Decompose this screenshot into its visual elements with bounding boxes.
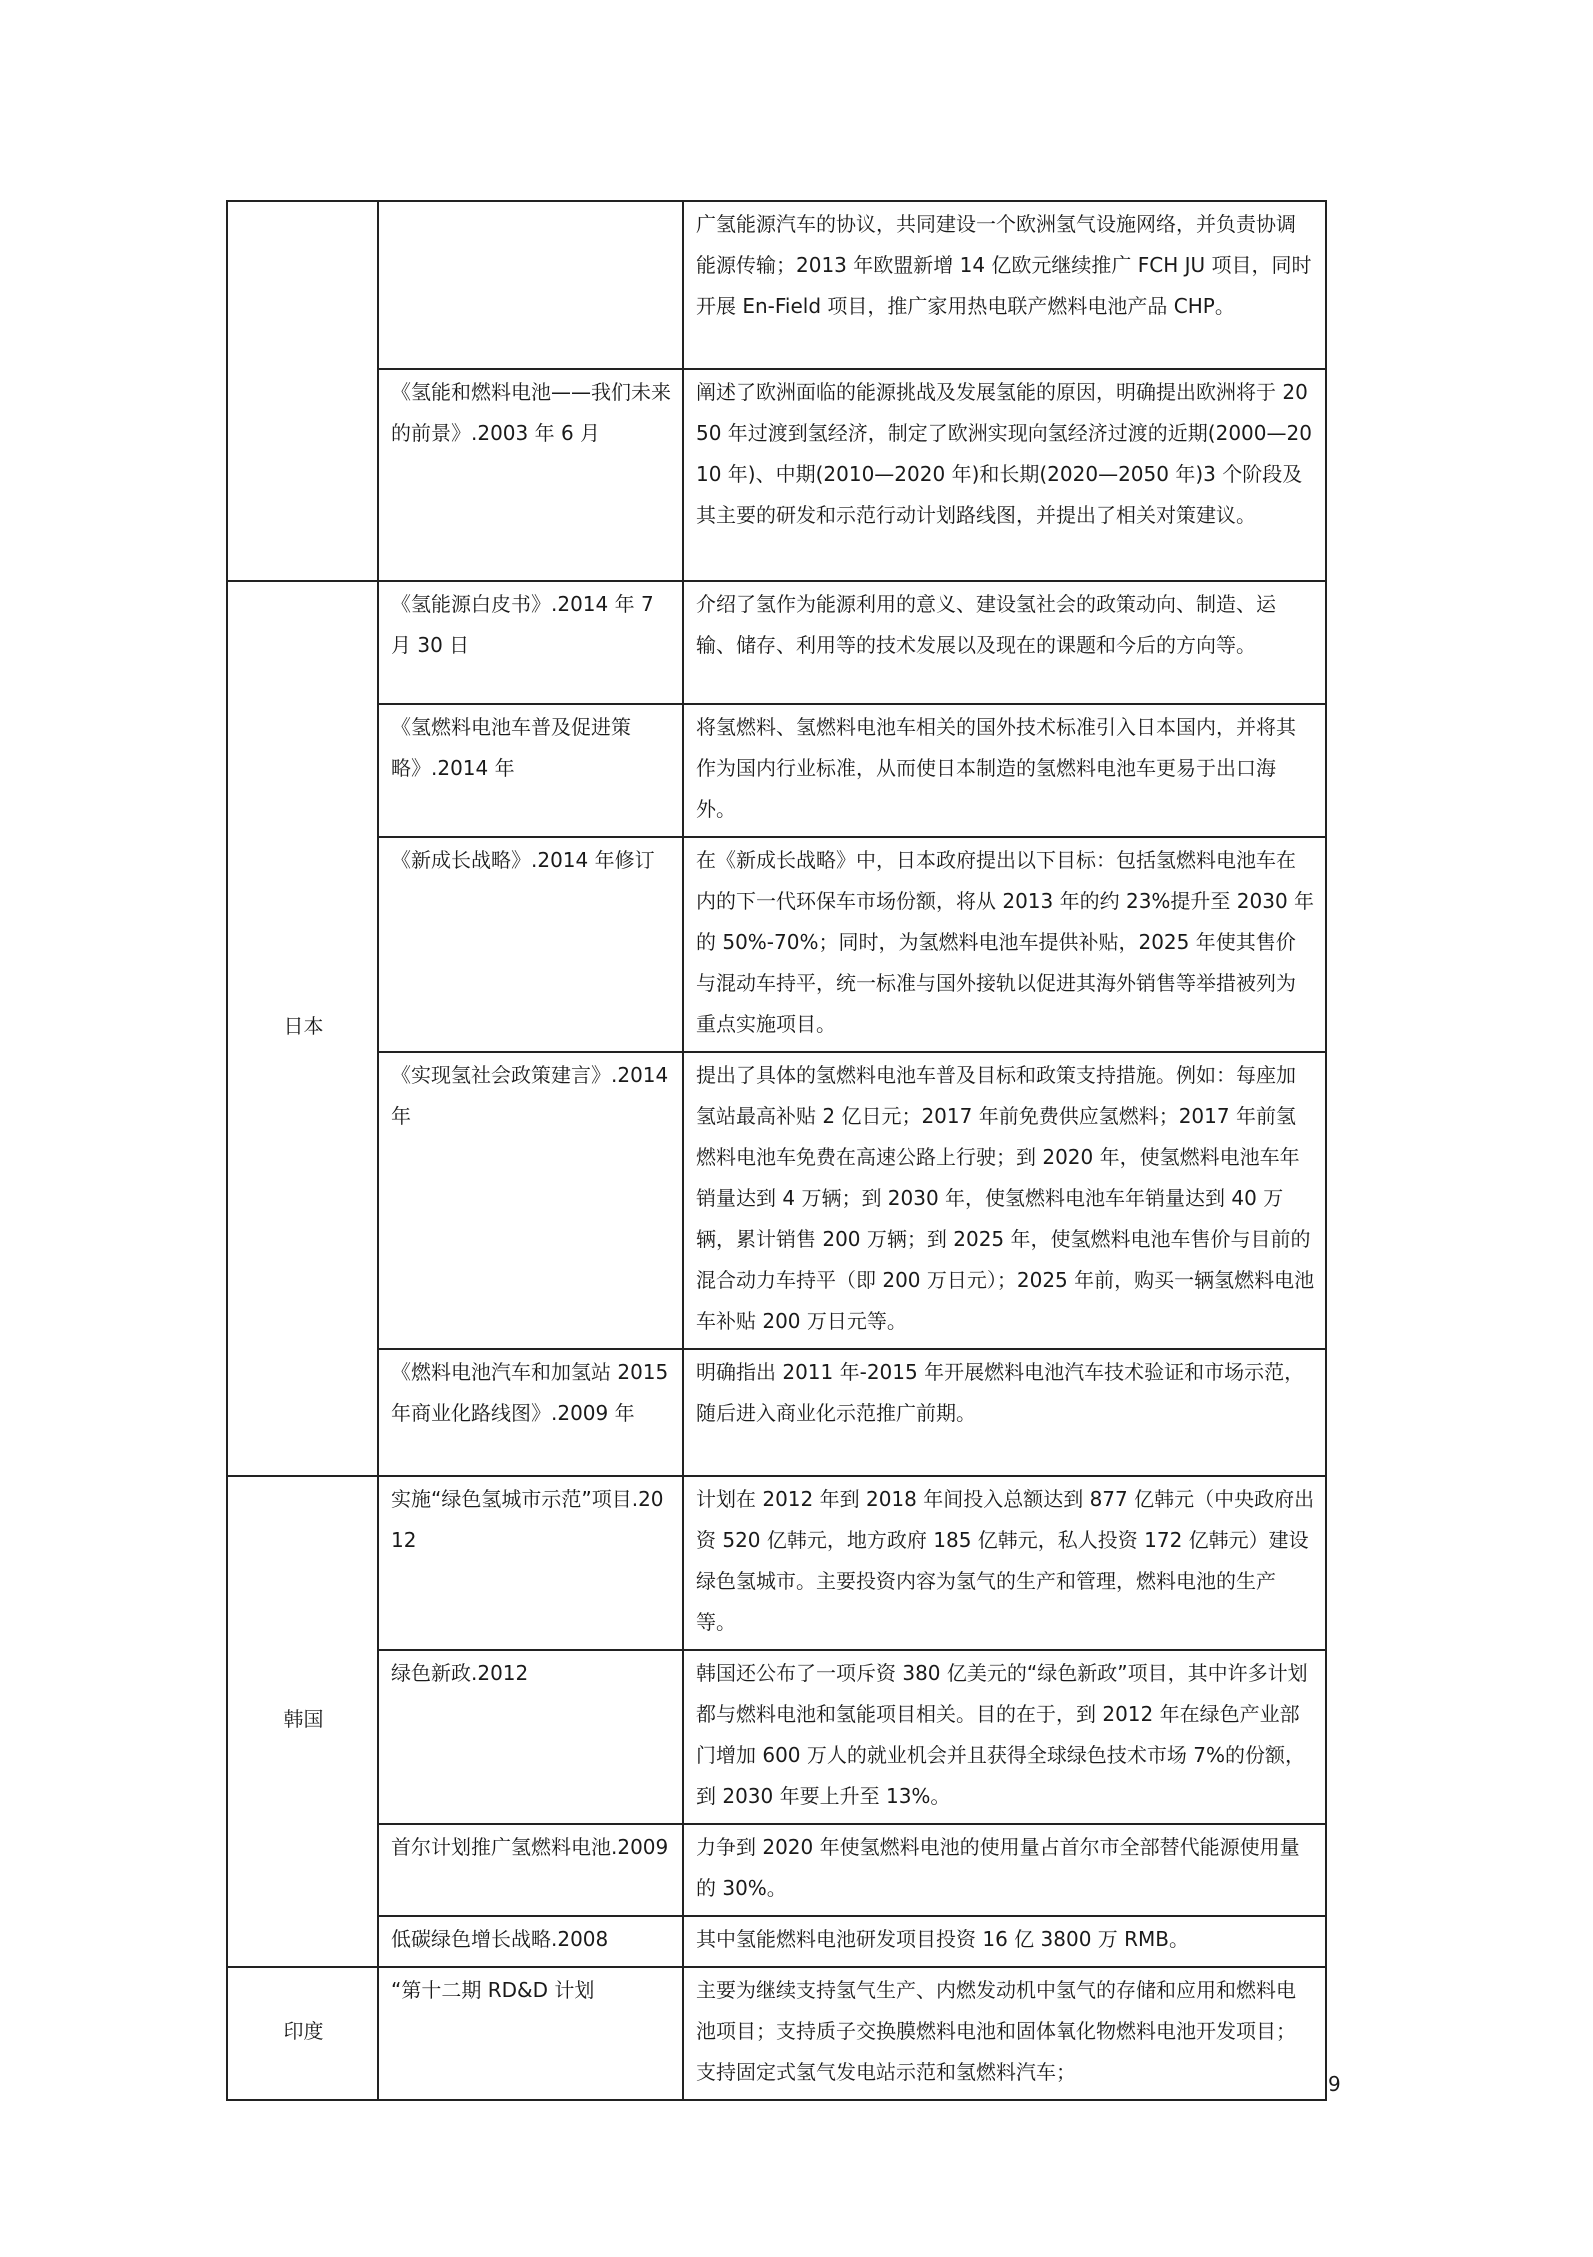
policy-title: 《氢能源白皮书》.2014 年 7 月 30 日 (378, 581, 683, 704)
policy-description: 主要为继续支持氢气生产、内燃发动机中氢气的存储和应用和燃料电池项目；支持质子交换膜燃料电池和固体氧化物燃料电池开发项目；支持固定式氢气发电站示范和氢燃料汽车； (683, 1967, 1326, 2100)
policy-title: 《新成长战略》.2014 年修订 (378, 837, 683, 1052)
country-cell-korea: 韩国 (227, 1476, 378, 1967)
policy-description: 将氢燃料、氢燃料电池车相关的国外技术标准引入日本国内，并将其作为国内行业标准，从而使日本制造的氢燃料电池车更易于出口海外。 (683, 704, 1326, 837)
table-row (227, 837, 1326, 1052)
table-row (227, 201, 1326, 369)
country-cell-india: 印度 (227, 1967, 378, 2100)
table-row (227, 704, 1326, 837)
table-row (227, 1052, 1326, 1349)
table-row (227, 1824, 1326, 1916)
policy-table (226, 200, 1327, 2101)
table-row (227, 1349, 1326, 1476)
policy-title: 实施“绿色氢城市示范”项目.2012 (378, 1476, 683, 1650)
page-number: 9 (1328, 2072, 1341, 2096)
country-cell-empty (227, 201, 378, 581)
policy-description: 韩国还公布了一项斥资 380 亿美元的“绿色新政”项目，其中许多计划都与燃料电池和氢能项目相关。目的在于，到 2012 年在绿色产业部门增加 600 万人的就业机会并且获得全球绿色技术市场 7%的份额，到 2030 年要上升至 13%。 (683, 1650, 1326, 1824)
policy-description: 在《新成长战略》中，日本政府提出以下目标：包括氢燃料电池车在内的下一代环保车市场份额，将从 2013 年的约 23%提升至 2030 年的 50%-70%；同时，为氢燃料电池车提供补贴，2025 年使其售价与混动车持平，统一标准与国外接轨以促进其海外销售等举措被列为重点实施项目。 (683, 837, 1326, 1052)
policy-title: 《实现氢社会政策建言》.2014 年 (378, 1052, 683, 1349)
table-row (227, 1916, 1326, 1967)
policy-title: 低碳绿色增长战略.2008 (378, 1916, 683, 1967)
table-row (227, 1476, 1326, 1650)
policy-title: 绿色新政.2012 (378, 1650, 683, 1824)
policy-description: 广氢能源汽车的协议，共同建设一个欧洲氢气设施网络，并负责协调能源传输；2013 年欧盟新增 14 亿欧元继续推广 FCH JU 项目，同时开展 En-Field 项目，推广家用热电联产燃料电池产品 CHP。 (683, 201, 1326, 369)
policy-title: 首尔计划推广氢燃料电池.2009 (378, 1824, 683, 1916)
table-row (227, 1967, 1326, 2100)
policy-description: 明确指出 2011 年-2015 年开展燃料电池汽车技术验证和市场示范，随后进入商业化示范推广前期。 (683, 1349, 1326, 1476)
policy-description: 其中氢能燃料电池研发项目投资 16 亿 3800 万 RMB。 (683, 1916, 1326, 1967)
policy-title: “第十二期 RD&D 计划 (378, 1967, 683, 2100)
policy-description: 提出了具体的氢燃料电池车普及目标和政策支持措施。例如：每座加氢站最高补贴 2 亿日元；2017 年前免费供应氢燃料；2017 年前氢燃料电池车免费在高速公路上行驶；到 2020 年，使氢燃料电池车年销量达到 4 万辆；到 2030 年，使氢燃料电池车年销量达到 40 万辆，累计销售 200 万辆；到 2025 年，使氢燃料电池车售价与目前的混合动力车持平（即 200 万日元）；2025 年前，购买一辆氢燃料电池车补贴 200 万日元等。 (683, 1052, 1326, 1349)
policy-title: 《氢燃料电池车普及促进策略》.2014 年 (378, 704, 683, 837)
policy-description: 阐述了欧洲面临的能源挑战及发展氢能的原因，明确提出欧洲将于 2050 年过渡到氢经济，制定了欧洲实现向氢经济过渡的近期(2000—2010 年)、中期(2010—2020 年)和长期(2020—2050 年)3 个阶段及其主要的研发和示范行动计划路线图，并提出了相关对策建议。 (683, 369, 1326, 581)
table-row (227, 1650, 1326, 1824)
policy-description: 力争到 2020 年使氢燃料电池的使用量占首尔市全部替代能源使用量的 30%。 (683, 1824, 1326, 1916)
country-cell-japan: 日本 (227, 581, 378, 1476)
policy-description: 介绍了氢作为能源利用的意义、建设氢社会的政策动向、制造、运输、储存、利用等的技术发展以及现在的课题和今后的方向等。 (683, 581, 1326, 704)
table-row (227, 369, 1326, 581)
table-row (227, 581, 1326, 704)
policy-description: 计划在 2012 年到 2018 年间投入总额达到 877 亿韩元（中央政府出资 520 亿韩元，地方政府 185 亿韩元，私人投资 172 亿韩元）建设绿色氢城市。主要投资内容为氢气的生产和管理，燃料电池的生产等。 (683, 1476, 1326, 1650)
policy-title: 《燃料电池汽车和加氢站 2015 年商业化路线图》.2009 年 (378, 1349, 683, 1476)
policy-title: 《氢能和燃料电池——我们未来的前景》.2003 年 6 月 (378, 369, 683, 581)
policy-title (378, 201, 683, 369)
